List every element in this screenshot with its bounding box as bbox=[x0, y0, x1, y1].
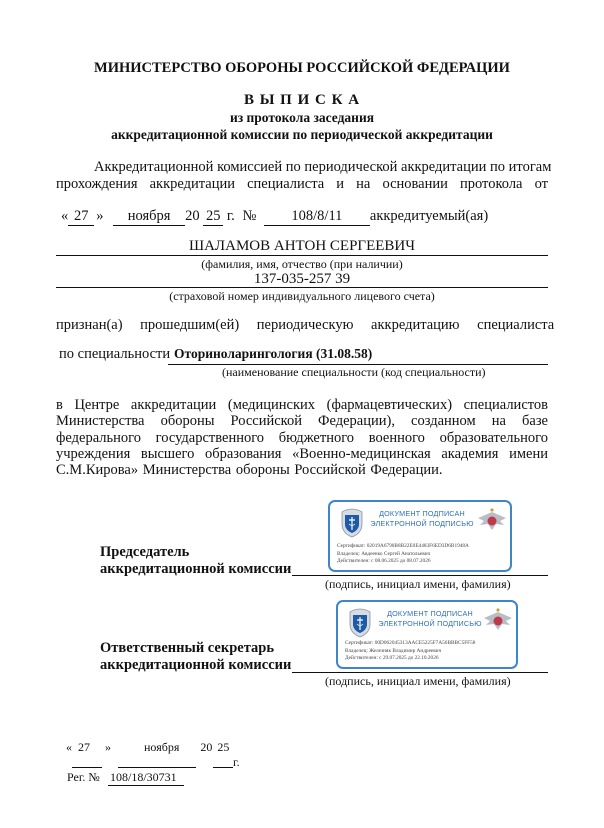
document-subtitle-1: из протокола заседания bbox=[229, 110, 375, 125]
document-subtitle-2: аккредитационной комиссии по периодической аккредитации bbox=[111, 127, 493, 142]
footer-year-suffix: 25 bbox=[217, 740, 230, 754]
full-name-underline bbox=[56, 255, 548, 256]
protocol-month: ноября bbox=[113, 208, 185, 226]
quote-close: » bbox=[96, 208, 104, 224]
stamp-certificate: Сертификат: 02019A6790B8B22E0E4483F6ED3D6B1948A bbox=[337, 543, 469, 549]
academy-emblem-icon bbox=[338, 506, 366, 538]
protocol-year-prefix: 20 bbox=[185, 208, 200, 224]
chairman-role-line-1: Председатель bbox=[100, 544, 190, 560]
specialty-value: Оториноларингология (31.08.58) bbox=[174, 346, 373, 361]
protocol-number: 108/8/11 bbox=[264, 208, 370, 226]
secretary-role-line-1: Ответственный секретарь bbox=[100, 640, 274, 656]
protocol-day: 27 bbox=[68, 208, 94, 226]
person-full-name: ШАЛАМОВ АНТОН СЕРГЕЕВИЧ bbox=[188, 238, 416, 254]
stamp-owner: Владелец: Авдеенко Сергей Анатольевич bbox=[337, 550, 431, 557]
footer-date-row bbox=[66, 740, 229, 755]
secretary-signature-caption: (подпись, инициал имени, фамилия) bbox=[325, 674, 511, 688]
ministry-title: МИНИСТЕРСТВО ОБОРОНЫ РОССИЙСКОЙ ФЕДЕРАЦИИ bbox=[94, 60, 510, 76]
chairman-role-line-2: аккредитационной комиссии bbox=[100, 561, 292, 577]
accredited-label: аккредитуемый(ая) bbox=[369, 208, 489, 224]
footer-month-underline bbox=[118, 767, 196, 768]
footer-quote-open: « bbox=[66, 740, 72, 754]
footer-reg-number: 108/18/30731 bbox=[108, 770, 184, 786]
electronic-signature-stamp-chairman bbox=[328, 500, 512, 572]
stamp-title-line-1: ДОКУМЕНТ ПОДПИСАН bbox=[379, 509, 465, 518]
stamp-certificate: Сертификат: 00D062045313AACE5225F7A56BBBC5FF58 bbox=[345, 640, 476, 646]
footer-month: ноября bbox=[144, 740, 180, 754]
footer-quote-close: » bbox=[105, 740, 111, 754]
footer-day: 27 bbox=[78, 740, 90, 754]
snils-underline bbox=[56, 287, 548, 288]
army-eagle-emblem-icon bbox=[482, 608, 514, 634]
secretary-signature-line bbox=[292, 672, 548, 673]
stamp-title-line-2: ЭЛЕКТРОННОЙ ПОДПИСЬЮ bbox=[370, 519, 474, 528]
footer-year-label: г. bbox=[233, 755, 240, 769]
person-snils: 137-035-257 39 bbox=[253, 271, 351, 287]
footer-year-prefix: 20 bbox=[200, 740, 213, 754]
snils-caption: (страховой номер индивидуального лицевого счета) bbox=[169, 289, 435, 303]
secretary-role-line-2: аккредитационной комиссии bbox=[100, 657, 292, 673]
intro-line-2: прохождения аккредитации специалиста и на основании протокола от bbox=[56, 176, 548, 192]
footer-reg-label: Рег. № bbox=[67, 770, 100, 784]
stamp-validity: Действителен: с 29.07.2025 до 22.10.2026 bbox=[345, 655, 439, 661]
stamp-validity: Действителен: с 08.06.2025 до 08.07.2026 bbox=[337, 558, 431, 564]
full-name-caption: (фамилия, имя, отчество (при наличии) bbox=[201, 257, 403, 271]
footer-year-underline bbox=[213, 767, 233, 768]
stamp-title-line-2: ЭЛЕКТРОННОЙ ПОДПИСЬЮ bbox=[378, 619, 482, 628]
academy-emblem-icon bbox=[346, 606, 374, 638]
intro-line-1: Аккредитационной комиссией по периодической аккредитации по итогам bbox=[94, 159, 552, 175]
specialty-caption: (наименование специальности (код специальности) bbox=[222, 365, 486, 379]
protocol-number-sign: № bbox=[242, 208, 257, 224]
protocol-year-label: г. bbox=[226, 208, 235, 224]
stamp-title-line-1: ДОКУМЕНТ ПОДПИСАН bbox=[387, 609, 473, 618]
footer-day-underline bbox=[72, 767, 102, 768]
document-type: В Ы П И С К А bbox=[243, 92, 361, 108]
stamp-owner: Владелец: Железняк Владимир Андреевич bbox=[345, 647, 442, 654]
result-line: признан(а) прошедшим(ей) периодическую аккредитацию специалиста bbox=[56, 317, 555, 333]
specialty-label: по специальности bbox=[59, 346, 171, 362]
protocol-date-row bbox=[61, 208, 488, 226]
chairman-signature-caption: (подпись, инициал имени, фамилия) bbox=[325, 577, 511, 591]
center-paragraph: в Центре аккредитации (медицинских (фармацевтических) специалистов Министерства обороны Российской Федерации), созданном на базе федерального государственного бюджетного военного образовательного учреждения высшего образования «Военно-медицинская академия имени С.М.Кирова» Министерства обороны Российской Федерации. bbox=[56, 397, 548, 479]
quote-open: « bbox=[61, 208, 69, 224]
protocol-year-suffix: 25 bbox=[203, 208, 223, 226]
army-eagle-emblem-icon bbox=[476, 508, 508, 534]
chairman-signature-line bbox=[292, 575, 548, 576]
electronic-signature-stamp-secretary bbox=[336, 600, 518, 669]
